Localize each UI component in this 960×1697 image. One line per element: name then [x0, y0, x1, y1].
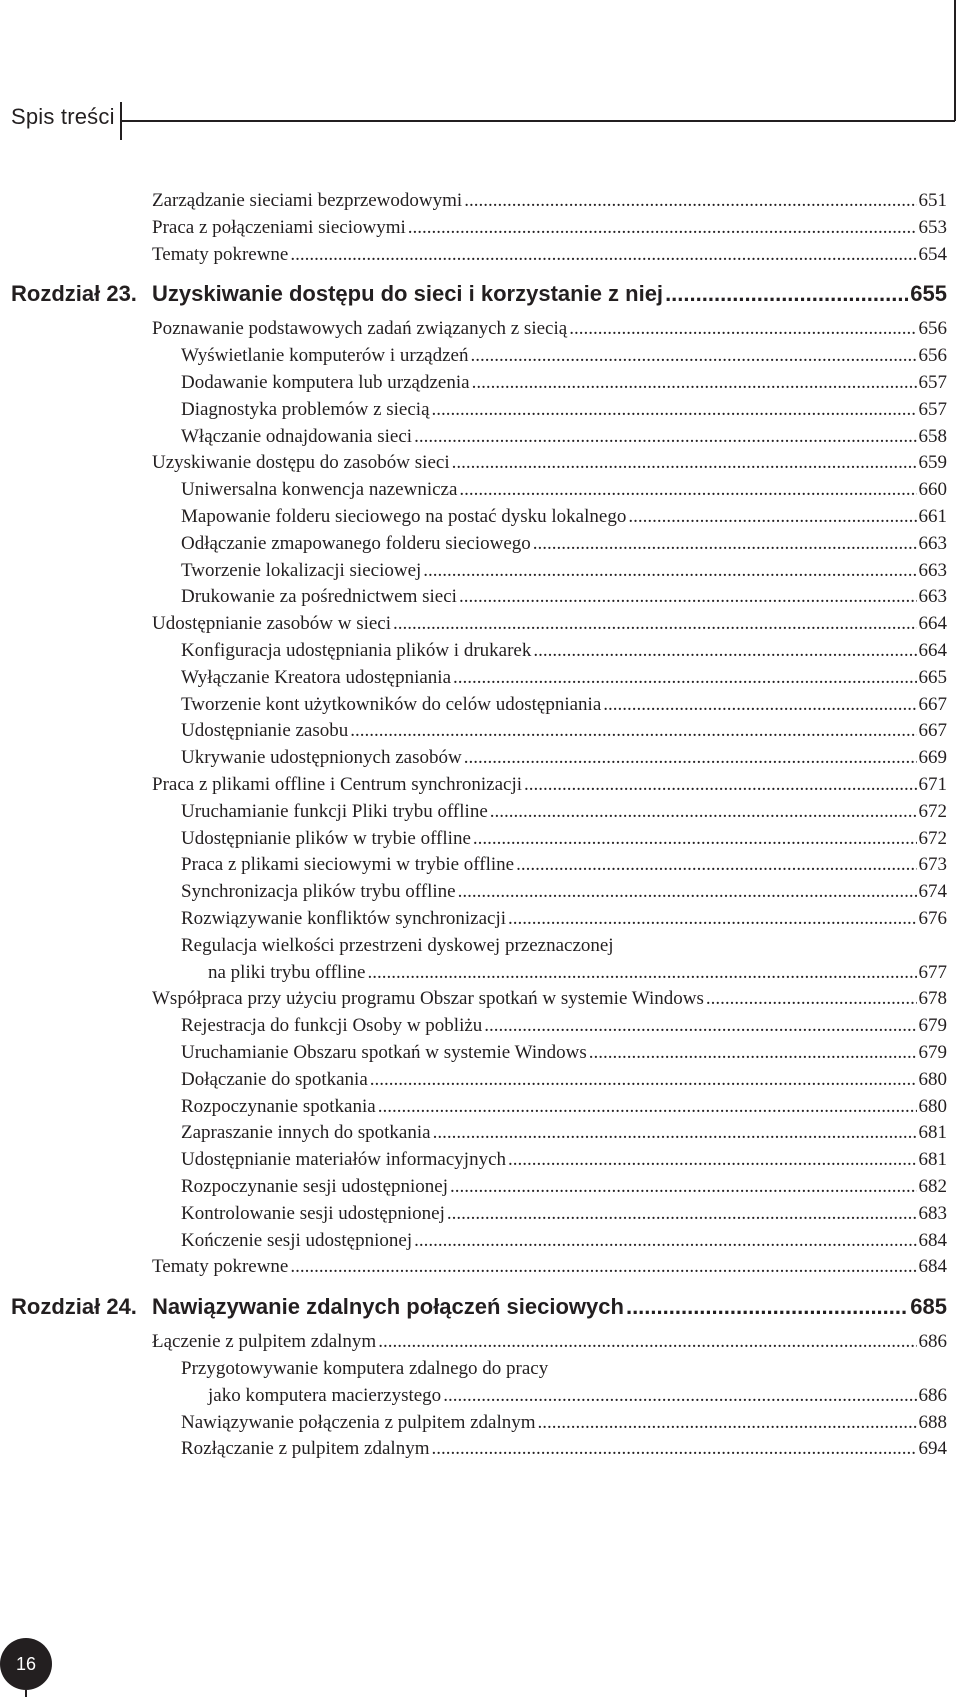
toc-entry — [181, 747, 947, 769]
dot-leader — [290, 1256, 916, 1278]
toc-entry-title: Tworzenie lokalizacji sieciowej — [181, 559, 422, 581]
toc-entry-title: Nawiązywanie zdalnych połączeń sieciowych — [152, 1294, 624, 1320]
toc-entry-title: Nawiązywanie połączenia z pulpitem zdalnym — [181, 1411, 536, 1433]
dot-leader — [473, 828, 917, 850]
toc-entry — [181, 694, 947, 716]
dot-leader — [533, 533, 917, 555]
toc-entry — [181, 1015, 947, 1037]
toc-entry — [208, 1385, 947, 1407]
toc-page-number: 660 — [918, 479, 947, 501]
toc-entry-title: Współpraca przy użyciu programu Obszar spotkań w systemie Windows — [152, 988, 704, 1010]
toc-entry — [152, 318, 947, 340]
dot-leader — [459, 586, 917, 608]
toc-entry-title: Uniwersalna konwencja nazewnicza — [181, 479, 458, 501]
toc-page-number: 664 — [918, 613, 947, 635]
toc-entry — [181, 345, 947, 367]
toc-page-number: 657 — [918, 398, 947, 420]
chapter-number: Rozdział 23. — [11, 281, 137, 307]
toc-entry — [181, 640, 947, 662]
toc-entry-title: Praca z plikami sieciowymi w trybie offline — [181, 854, 515, 876]
toc-page-number: 684 — [918, 1229, 947, 1251]
toc-entry — [152, 452, 947, 474]
toc-entry — [152, 244, 947, 266]
toc-entry-title: Udostępnianie zasobów w sieci — [152, 613, 392, 635]
toc-entry — [152, 217, 947, 239]
toc-entry — [181, 1230, 947, 1252]
toc-page-number: 669 — [918, 747, 947, 769]
toc-entry-title: Regulacja wielkości przestrzeni dyskowej przeznaczonej — [181, 934, 614, 956]
dot-leader — [433, 1122, 917, 1144]
dot-leader — [626, 1294, 908, 1320]
dot-leader — [290, 244, 916, 266]
toc-entry-title: Tematy pokrewne — [152, 1256, 289, 1278]
dot-leader — [423, 560, 916, 582]
toc-page-number: 659 — [918, 452, 947, 474]
toc-page-number: 657 — [918, 372, 947, 393]
toc-entry — [181, 479, 947, 501]
toc-page-number: 680 — [918, 1095, 947, 1117]
toc-entry-title: Zarządzanie sieciami bezprzewodowymi — [152, 190, 463, 211]
toc-page-number: 658 — [918, 425, 947, 447]
toc-entry-title: Wyświetlanie komputerów i urządzeń — [181, 345, 469, 367]
toc-entry-title: Rozwiązywanie konfliktów synchronizacji — [181, 908, 507, 929]
toc-entry — [181, 828, 947, 850]
toc-page-number: 656 — [918, 345, 947, 367]
toc-entry-title: Uruchamianie funkcji Pliki trybu offline — [181, 800, 488, 822]
toc-entry — [181, 506, 947, 528]
toc-page-number: 688 — [918, 1411, 947, 1433]
dot-leader — [484, 1015, 916, 1037]
header-rule — [120, 120, 955, 122]
dot-leader — [472, 372, 917, 394]
toc-entry — [208, 962, 947, 984]
dot-leader — [464, 747, 917, 769]
toc-entry — [181, 1412, 947, 1434]
toc-entry-title: Diagnostyka problemów z siecią — [181, 398, 430, 420]
toc-page-number: 667 — [918, 720, 947, 742]
toc-page-number: 667 — [918, 693, 947, 715]
toc-entry-title: Zapraszanie innych do spotkania — [181, 1122, 431, 1144]
toc-chapter-entry — [11, 281, 947, 307]
dot-leader — [589, 1042, 917, 1064]
toc-entry-title: Tworzenie kont użytkowników do celów udostępniania — [181, 693, 602, 715]
dot-leader — [408, 217, 917, 239]
running-header: Spis treści — [11, 104, 115, 129]
toc-page-number: 673 — [918, 854, 947, 876]
toc-page-number: 671 — [918, 774, 947, 795]
toc-entry-title: Łączenie z pulpitem zdalnym — [152, 1331, 377, 1353]
toc-entry-title: Tematy pokrewne — [152, 243, 289, 265]
toc-entry — [181, 854, 947, 876]
toc-page-number: 685 — [910, 1294, 947, 1320]
dot-leader — [603, 694, 916, 716]
toc-entry-title: Uruchamianie Obszaru spotkań w systemie Windows — [181, 1042, 587, 1063]
toc-entry-title: Poznawanie podstawowych zadań związanych z siecią — [152, 318, 568, 340]
toc-entry — [181, 1122, 947, 1144]
toc-entry — [181, 908, 947, 930]
toc-page-number: 654 — [918, 243, 947, 265]
dot-leader — [508, 908, 916, 930]
toc-page-number: 663 — [918, 532, 947, 554]
toc-entry — [181, 667, 947, 689]
toc-entry — [181, 881, 947, 903]
dot-leader — [628, 506, 916, 528]
dot-leader — [706, 988, 917, 1010]
toc-entry-title: Uzyskiwanie dostępu do zasobów sieci — [152, 452, 450, 474]
toc-entry-title: Włączanie odnajdowania sieci — [181, 425, 413, 447]
dot-leader — [533, 640, 916, 662]
toc-entry — [181, 1042, 947, 1064]
dot-leader — [450, 1176, 917, 1198]
toc-entry-title: Konfiguracja udostępniania plików i drukarek — [181, 640, 532, 661]
dot-leader — [453, 667, 917, 689]
toc-entry-title: Wyłączanie Kreatora udostępniania — [181, 666, 451, 688]
toc-page-number: 679 — [918, 1015, 947, 1037]
page-badge-tail — [25, 1690, 27, 1697]
toc-entry — [181, 1358, 947, 1380]
toc-page-number: 686 — [918, 1331, 947, 1353]
dot-leader — [414, 426, 916, 448]
toc-page-number: 674 — [918, 881, 947, 903]
toc-page-number: 651 — [918, 190, 947, 211]
dot-leader — [370, 1069, 917, 1091]
toc-entry-title: Rozpoczynanie sesji udostępnionej — [181, 1176, 448, 1197]
dot-leader — [665, 281, 908, 307]
dot-leader — [464, 190, 916, 212]
toc-page-number: 663 — [918, 559, 947, 581]
toc-entry — [152, 613, 947, 635]
toc-entry — [181, 1096, 947, 1118]
page-number: 16 — [15, 1653, 37, 1674]
toc-entry-title: Praca z połączeniami sieciowymi — [152, 216, 406, 238]
toc-entry-title: Rejestracja do funkcji Osoby w pobliżu — [181, 1015, 483, 1037]
toc-entry — [181, 935, 947, 957]
toc-entry-title: Drukowanie za pośrednictwem sieci — [181, 586, 457, 608]
toc-entry-title: Udostępnianie plików w trybie offline — [181, 827, 471, 849]
toc-entry — [181, 426, 947, 448]
toc-entry — [181, 1069, 947, 1091]
toc-entry — [152, 774, 947, 796]
toc-entry — [181, 560, 947, 582]
toc-page-number: 678 — [918, 988, 947, 1010]
toc-entry-title: Kontrolowanie sesji udostępnionej — [181, 1202, 445, 1224]
toc-page-number: 661 — [918, 506, 947, 527]
page-number-badge — [0, 1638, 52, 1690]
toc-entry-title: Uzyskiwanie dostępu do sieci i korzystanie z niej — [152, 281, 664, 307]
toc-entry — [181, 1438, 947, 1460]
dot-leader — [459, 479, 916, 501]
dot-leader — [350, 720, 916, 742]
toc-entry — [181, 1149, 947, 1171]
dot-leader — [431, 1438, 916, 1460]
dot-leader — [490, 801, 917, 823]
toc-entry-title: Odłączanie zmapowanego folderu sieciowego — [181, 532, 531, 554]
toc-page-number: 677 — [918, 961, 947, 983]
toc-page-number: 655 — [910, 281, 947, 307]
toc-entry-title: Dodawanie komputera lub urządzenia — [181, 372, 470, 393]
toc-entry-title: Rozłączanie z pulpitem zdalnym — [181, 1438, 430, 1460]
toc-page-number: 681 — [918, 1122, 947, 1144]
chapter-number: Rozdział 24. — [11, 1294, 137, 1320]
dot-leader — [516, 854, 916, 876]
toc-entry-title: Praca z plikami offline i Centrum synchronizacji — [152, 774, 523, 795]
toc-entry — [181, 533, 947, 555]
toc-page-number: 679 — [918, 1042, 947, 1063]
dot-leader — [378, 1331, 916, 1353]
toc-entry-title: Mapowanie folderu sieciowego na postać dysku lokalnego — [181, 506, 627, 527]
toc-entry — [181, 399, 947, 421]
toc-page-number: 672 — [918, 800, 947, 822]
toc-page-number: 664 — [918, 640, 947, 661]
dot-leader — [367, 962, 916, 984]
toc-page-number: 656 — [918, 318, 947, 340]
toc-entry — [181, 801, 947, 823]
toc-page-number: 672 — [918, 827, 947, 849]
toc-entry — [181, 372, 947, 394]
toc-page-number: 665 — [918, 666, 947, 688]
dot-leader — [569, 318, 916, 340]
toc-page-number: 684 — [918, 1256, 947, 1278]
toc-page-number: 663 — [918, 586, 947, 608]
dot-leader — [458, 881, 917, 903]
dot-leader — [393, 613, 916, 635]
toc-page-number: 681 — [918, 1149, 947, 1171]
toc-page-number: 680 — [918, 1068, 947, 1090]
toc-entry-title: Synchronizacja plików trybu offline — [181, 881, 456, 903]
toc-entry — [152, 190, 947, 212]
dot-leader — [470, 345, 916, 367]
toc-page-number: 686 — [918, 1384, 947, 1406]
dot-leader — [447, 1203, 917, 1225]
toc-entry — [181, 1203, 947, 1225]
toc-entry-title: Dołączanie do spotkania — [181, 1068, 368, 1090]
toc-entry-title: Przygotowywanie komputera zdalnego do pracy — [181, 1358, 549, 1379]
toc-chapter-entry — [11, 1294, 947, 1320]
toc-entry — [181, 586, 947, 608]
toc-entry — [152, 988, 947, 1010]
toc-entry-title: jako komputera macierzystego — [208, 1384, 442, 1406]
toc-entry-title: Udostępnianie materiałów informacyjnych — [181, 1149, 507, 1171]
toc-entry-title: Udostępnianie zasobu — [181, 720, 349, 742]
toc-entry — [181, 1176, 947, 1198]
toc-page-number: 676 — [918, 908, 947, 929]
toc-entry-title: na pliki trybu offline — [208, 961, 366, 983]
header-edge-rule — [954, 0, 956, 121]
toc-entry-title: Rozpoczynanie spotkania — [181, 1095, 376, 1117]
dot-leader — [452, 452, 917, 474]
toc-entry — [152, 1256, 947, 1278]
dot-leader — [432, 399, 917, 421]
toc-page-number: 682 — [918, 1176, 947, 1197]
toc-entry-title: Kończenie sesji udostępnionej — [181, 1229, 413, 1251]
toc-page-number: 653 — [918, 216, 947, 238]
toc-entry — [152, 1331, 947, 1353]
dot-leader — [378, 1096, 917, 1118]
dot-leader — [508, 1149, 916, 1171]
dot-leader — [414, 1230, 916, 1252]
toc-entry — [181, 720, 947, 742]
toc-page-number: 683 — [918, 1202, 947, 1224]
toc-page-number: 694 — [918, 1438, 947, 1460]
dot-leader — [538, 1412, 917, 1434]
dot-leader — [443, 1385, 916, 1407]
dot-leader — [524, 774, 916, 796]
toc-entry-title: Ukrywanie udostępnionych zasobów — [181, 747, 462, 769]
